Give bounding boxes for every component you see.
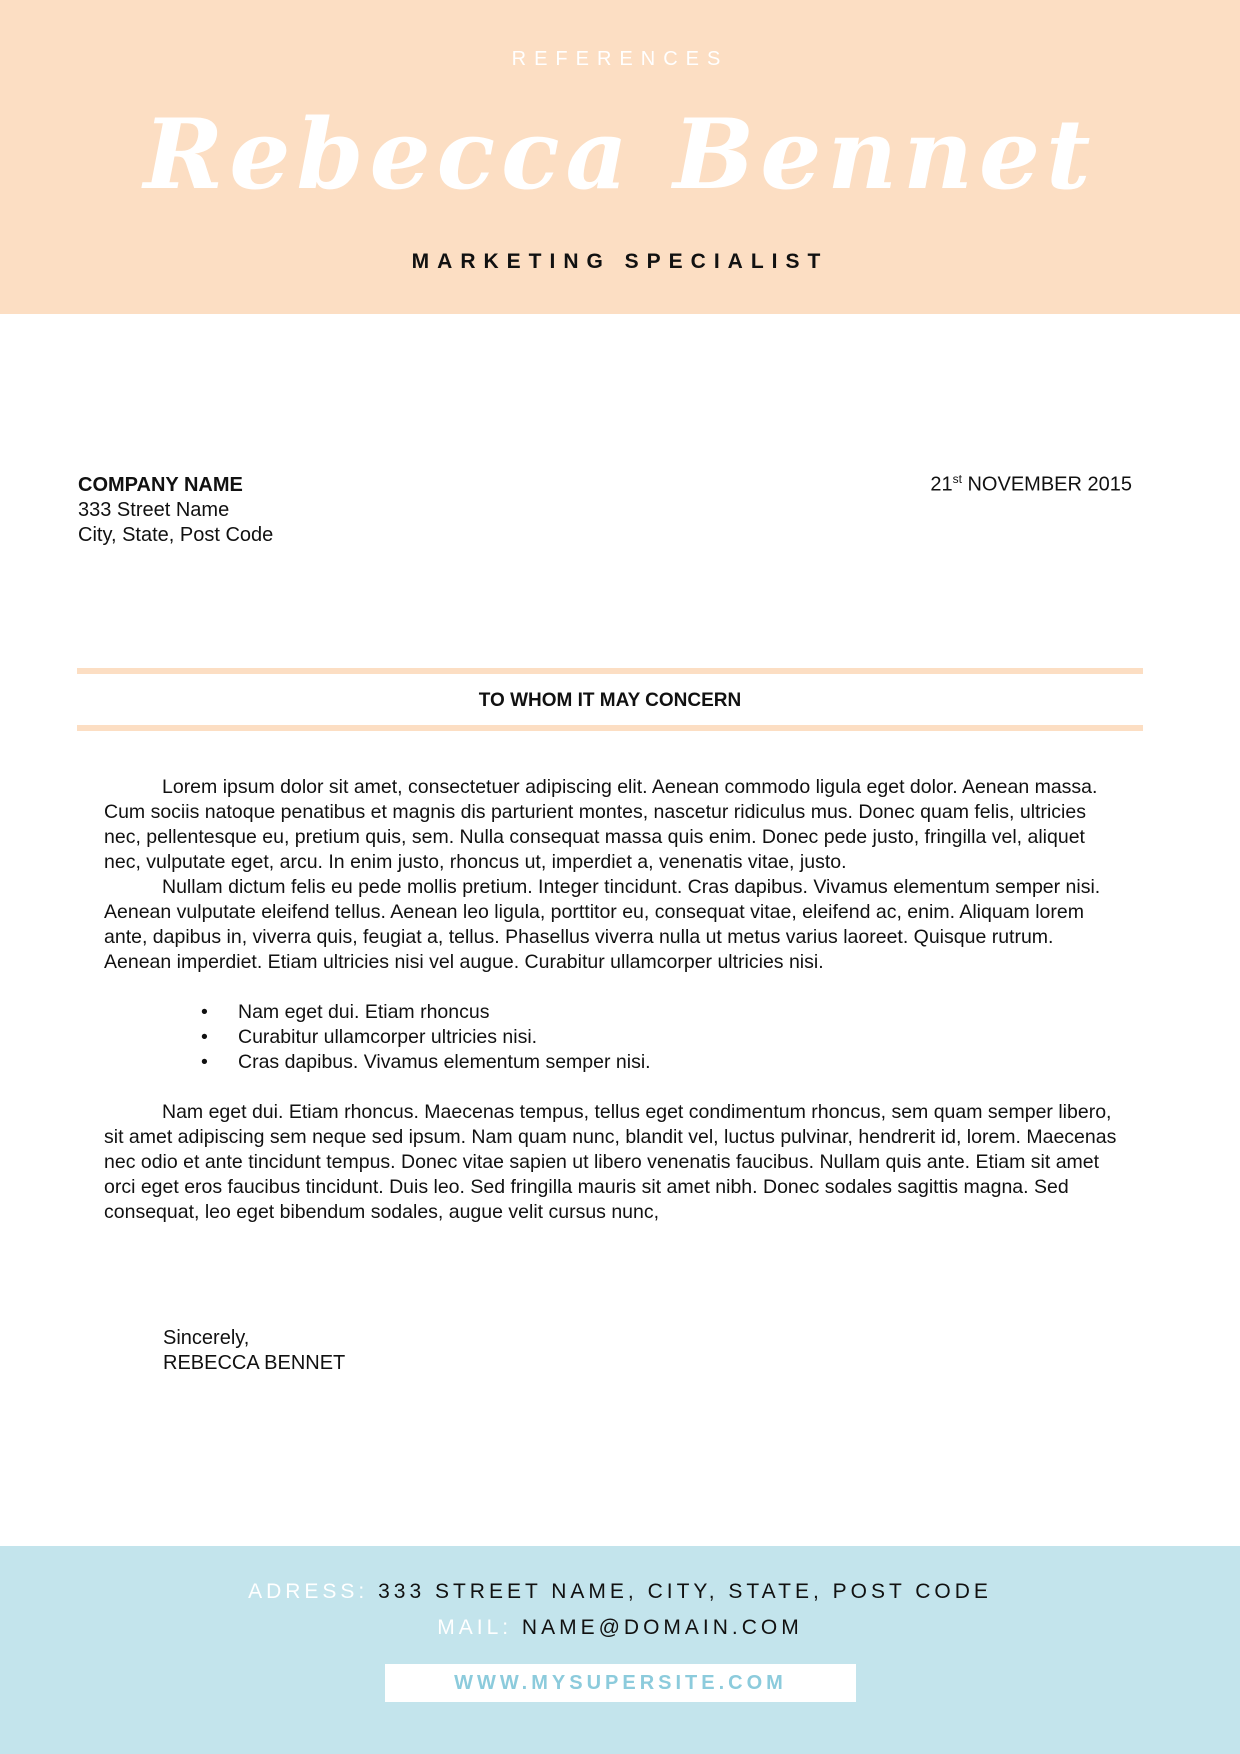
address-key: ADRESS: — [248, 1580, 379, 1603]
applicant-role: MARKETING SPECIALIST — [411, 250, 829, 273]
street-address: 333 Street Name — [78, 499, 230, 521]
document-type-label: REFERENCES — [511, 48, 729, 70]
recipient-block — [78, 473, 273, 548]
list-item-text: Nam eget dui. Etiam rhoncus — [238, 1001, 490, 1023]
letter-body — [104, 775, 1124, 1225]
letter-date — [930, 472, 1132, 497]
city-address: City, State, Post Code — [78, 524, 274, 546]
mail-value[interactable]: NAME@DOMAIN.COM — [521, 1616, 803, 1639]
subject-line: TO WHOM IT MAY CONCERN — [478, 690, 742, 711]
closing-block — [163, 1326, 345, 1376]
list-item — [201, 1050, 1124, 1075]
date-day: 21 — [930, 473, 953, 496]
address-value: 333 STREET NAME, CITY, STATE, POST CODE — [378, 1580, 992, 1603]
paragraph-1: Lorem ipsum dolor sit amet, consectetuer adipiscing elit. Aenean commodo ligula eget dolor. Aenean massa. Cum sociis natoque penatibus et magnis dis parturient montes, nascetur ridiculus mus. Donec quam felis, ultricies nec, pellentesque eu, pretium quis, sem. Nulla consequat massa quis enim. Donec pede justo, fringilla vel, aliquet nec, vulputate eget, arcu. In enim justo, rhoncus ut, imperdiet a, venenatis vitae, justo. — [104, 776, 1098, 873]
subject-bottom-rule — [77, 725, 1143, 731]
date-suffix: st — [952, 472, 962, 486]
bullet-list — [201, 1000, 1124, 1075]
list-item-text: Cras dapibus. Vivamus elementum semper nisi. — [238, 1051, 651, 1073]
list-item — [201, 1000, 1124, 1025]
signature-name: REBECCA BENNET — [163, 1352, 346, 1374]
header-banner — [0, 0, 1240, 314]
footer-mail — [0, 1616, 1240, 1640]
footer-address — [0, 1580, 1240, 1604]
footer-banner — [0, 1546, 1240, 1754]
date-month-year: NOVEMBER 2015 — [961, 473, 1132, 496]
website-link[interactable]: WWW.MYSUPERSITE.COM — [385, 1664, 856, 1702]
applicant-name: Rebecca Bennet — [143, 98, 1097, 211]
company-name: COMPANY NAME — [78, 474, 243, 496]
paragraph-2: Nullam dictum felis eu pede mollis pretium. Integer tincidunt. Cras dapibus. Vivamus elementum semper nisi. Aenean vulputate eleifend tellus. Aenean leo ligula, porttitor eu, consequat vitae, eleifend ac, enim. Aliquam lorem ante, dapibus in, viverra quis, feugiat a, tellus. Phasellus viverra nulla ut metus varius laoreet. Quisque rutrum. Aenean imperdiet. Etiam ultricies nisi vel augue. Curabitur ullamcorper ultricies nisi. — [104, 876, 1101, 973]
mail-key: MAIL: — [437, 1616, 522, 1639]
bullet-icon: • — [201, 1026, 208, 1048]
paragraph-3: Nam eget dui. Etiam rhoncus. Maecenas tempus, tellus eget condimentum rhoncus, sem quam semper libero, sit amet adipiscing sem neque sed ipsum. Nam quam nunc, blandit vel, luctus pulvinar, hendrerit id, lorem. Maecenas nec odio et ante tincidunt tempus. Donec vitae sapien ut libero venenatis faucibus. Nullam quis ante. Etiam sit amet orci eget eros faucibus tincidunt. Duis leo. Sed fringilla mauris sit amet nibh. Donec sodales sagittis magna. Sed consequat, leo eget bibendum sodales, augue velit cursus nunc, — [104, 1101, 1117, 1223]
list-item-text: Curabitur ullamcorper ultricies nisi. — [238, 1026, 538, 1048]
bullet-icon: • — [201, 1051, 208, 1073]
bullet-icon: • — [201, 1001, 208, 1023]
salutation: Sincerely, — [163, 1327, 250, 1349]
subject-top-rule — [77, 668, 1143, 674]
list-item — [201, 1025, 1124, 1050]
